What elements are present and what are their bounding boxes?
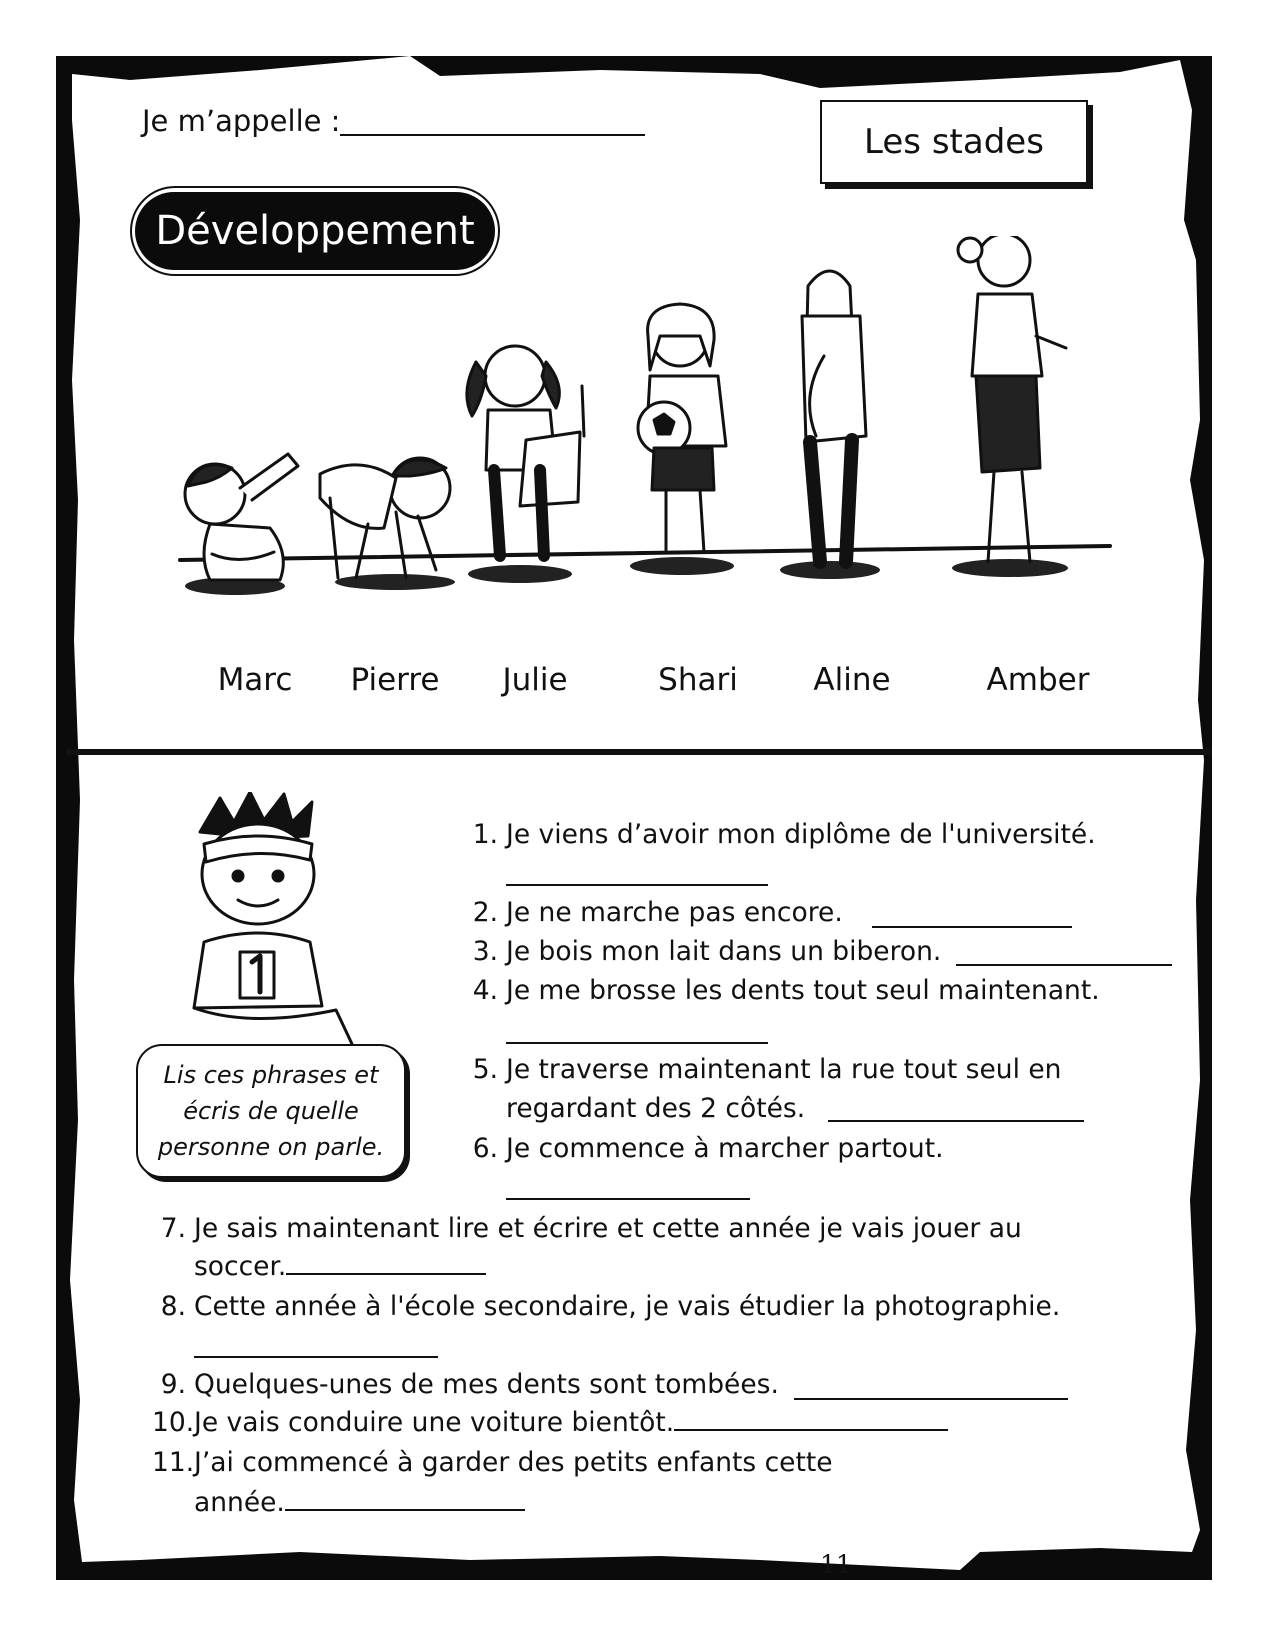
question-9	[152, 1368, 779, 1402]
answer-blank-3[interactable]	[956, 964, 1172, 966]
question-7	[152, 1212, 1022, 1246]
answer-blank-1[interactable]	[506, 884, 768, 886]
question-number: 9.	[160, 1369, 186, 1400]
section-title: Développement	[135, 192, 495, 270]
question-10	[152, 1406, 948, 1440]
development-stages-illustration	[170, 236, 1150, 646]
instruction-line-2: écris de quelle	[183, 1097, 359, 1125]
question-text: Je vais conduire une voiture bientôt.	[194, 1407, 675, 1438]
answer-blank-2[interactable]	[872, 926, 1072, 928]
instruction-line-1: Lis ces phrases et	[163, 1061, 379, 1089]
name-label: Je m’appelle :	[142, 104, 341, 138]
question-number: 2.	[472, 897, 498, 928]
question-text: Je ne marche pas encore.	[506, 897, 843, 928]
question-text: Je me brosse les dents tout seul maintenant.	[506, 975, 1100, 1006]
girl-with-paper-figure	[467, 346, 584, 583]
crawling-baby-figure	[320, 458, 455, 590]
teen-girl-figure	[780, 271, 880, 579]
question-text: Je viens d’avoir mon diplôme de l'université.	[506, 819, 1096, 850]
question-number: 11.	[152, 1447, 195, 1478]
question-text: soccer.	[194, 1251, 287, 1282]
name-field[interactable]	[340, 134, 645, 136]
answer-blank-11[interactable]	[285, 1487, 525, 1511]
question-text: Je commence à marcher partout.	[506, 1133, 944, 1164]
question-11-continued	[194, 1486, 525, 1520]
question-4	[464, 974, 1100, 1008]
answer-blank-9[interactable]	[794, 1398, 1068, 1400]
question-number: 7.	[160, 1213, 186, 1244]
boy-mascot-illustration	[180, 792, 390, 1052]
question-number: 10.	[152, 1407, 195, 1438]
question-number: 4.	[472, 975, 498, 1006]
question-text: Cette année à l'école secondaire, je vais étudier la photographie.	[194, 1291, 1061, 1322]
question-5-continued	[506, 1092, 805, 1126]
person-name-pierre: Pierre	[350, 662, 440, 698]
question-number: 6.	[472, 1133, 498, 1164]
question-number: 3.	[472, 936, 498, 967]
question-7-continued	[194, 1250, 486, 1284]
instruction-bubble	[136, 1044, 406, 1178]
section-divider	[66, 749, 1212, 755]
question-text: Je bois mon lait dans un biberon.	[506, 936, 942, 967]
question-1	[464, 818, 1096, 852]
person-name-shari: Shari	[658, 662, 738, 698]
question-number: 1.	[472, 819, 498, 850]
question-6	[464, 1132, 944, 1166]
person-name-aline: Aline	[813, 662, 891, 698]
instruction-line-3: personne on parle.	[157, 1133, 385, 1161]
answer-blank-7[interactable]	[286, 1251, 486, 1275]
baby-bottle-figure	[185, 454, 298, 595]
question-8	[152, 1290, 1060, 1324]
answer-blank-6[interactable]	[506, 1198, 750, 1200]
question-text: J’ai commencé à garder des petits enfants cette	[194, 1447, 833, 1478]
stage-title-box	[820, 100, 1088, 184]
question-text: Quelques-unes de mes dents sont tombées.	[194, 1369, 779, 1400]
question-2	[464, 896, 843, 930]
question-3	[464, 935, 941, 969]
woman-figure	[952, 236, 1068, 577]
question-number: 5.	[472, 1054, 498, 1085]
girl-with-ball-figure	[630, 304, 734, 575]
person-name-marc: Marc	[217, 662, 293, 698]
question-text: regardant des 2 côtés.	[506, 1093, 806, 1124]
question-text: Je traverse maintenant la rue tout seul en	[506, 1054, 1062, 1085]
person-name-julie: Julie	[502, 662, 568, 698]
answer-blank-8[interactable]	[194, 1356, 438, 1358]
person-name-amber: Amber	[986, 662, 1090, 698]
question-text: année.	[194, 1487, 285, 1518]
answer-blank-5[interactable]	[828, 1120, 1084, 1122]
answer-blank-4[interactable]	[506, 1042, 768, 1044]
question-11	[152, 1446, 833, 1480]
stage-title: Les stades	[864, 122, 1044, 162]
question-text: Je sais maintenant lire et écrire et cette année je vais jouer au	[194, 1213, 1022, 1244]
question-5	[464, 1053, 1061, 1087]
question-number: 8.	[160, 1291, 186, 1322]
page-number: 11	[820, 1550, 852, 1579]
answer-blank-10[interactable]	[674, 1407, 948, 1431]
